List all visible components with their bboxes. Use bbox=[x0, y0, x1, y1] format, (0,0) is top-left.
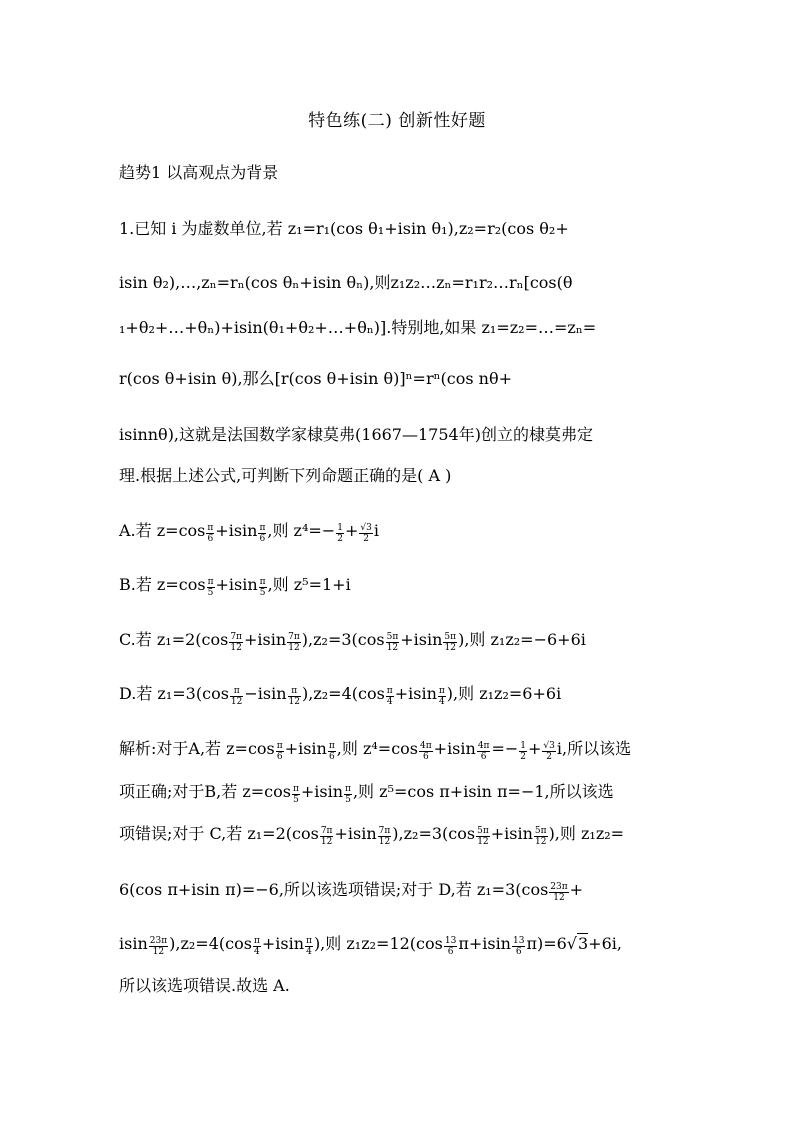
solution-text: 6(cos π+isin π)=−6,所以该选项错误;对于 D,若 z₁=3(cos bbox=[119, 880, 549, 899]
fraction-4pi-over-6 bbox=[477, 741, 491, 762]
option-a-post1: ,则 z⁴=− bbox=[267, 521, 336, 540]
option-c bbox=[119, 629, 679, 653]
numerator: 1 bbox=[520, 740, 527, 751]
numerator: √3 bbox=[543, 740, 555, 751]
solution-text: 项正确;对于B,若 z=cos bbox=[119, 782, 291, 801]
numerator: 23π bbox=[550, 881, 568, 892]
fraction-pi-over-5 bbox=[292, 784, 300, 805]
numerator: 5π bbox=[477, 825, 489, 836]
numerator: 13 bbox=[444, 935, 457, 946]
fraction-7pi-over-12 bbox=[287, 632, 301, 653]
denominator: 12 bbox=[477, 836, 489, 847]
solution-text: 项错误;对于 C,若 z₁=2(cos bbox=[119, 824, 319, 843]
option-a-pre: A.若 z=cos bbox=[119, 521, 206, 540]
denominator: 6 bbox=[447, 946, 454, 957]
numerator: 5π bbox=[444, 631, 457, 642]
numerator: π bbox=[288, 686, 301, 697]
option-a-post3: i bbox=[373, 521, 379, 540]
solution-line-6: 所以该选项错误.故选 A. bbox=[119, 976, 290, 995]
numerator: π bbox=[207, 522, 214, 533]
numerator: 4π bbox=[477, 740, 490, 751]
option-c-pre: C.若 z₁=2(cos bbox=[119, 630, 229, 649]
denominator: 12 bbox=[230, 642, 242, 653]
fraction-23pi-over-12 bbox=[149, 936, 168, 957]
option-d-post2: ),则 z₁z₂=6+6i bbox=[446, 684, 562, 703]
option-c-mid2: +isin bbox=[400, 630, 443, 649]
option-a bbox=[119, 520, 679, 544]
numerator: 13 bbox=[512, 935, 525, 946]
numerator: 7π bbox=[378, 825, 391, 836]
fraction-pi-over-4 bbox=[305, 936, 313, 957]
fraction-sqrt3-over-2 bbox=[359, 523, 372, 544]
numerator: 7π bbox=[230, 631, 242, 642]
numerator: π bbox=[230, 686, 243, 697]
numerator: π bbox=[276, 740, 283, 751]
denominator: 4 bbox=[306, 946, 312, 957]
fraction-5pi-over-12 bbox=[476, 826, 490, 847]
option-b-pre: B.若 z=cos bbox=[119, 575, 206, 594]
fraction-7pi-over-12 bbox=[320, 826, 334, 847]
fraction-pi-over-6 bbox=[328, 741, 336, 762]
numerator: 5π bbox=[386, 631, 399, 642]
option-b-post: ,则 z⁵=1+i bbox=[267, 575, 351, 594]
fraction-1-over-2 bbox=[336, 523, 344, 544]
numerator: π bbox=[292, 783, 299, 794]
solution-text: 解析:对于A,若 z=cos bbox=[119, 739, 275, 758]
solution-text: ),z₂=4(cos bbox=[169, 934, 252, 953]
solution-text: ,则 z⁴=cos bbox=[336, 739, 418, 758]
fraction-pi-over-12 bbox=[288, 686, 301, 707]
denominator: 2 bbox=[337, 533, 343, 544]
denominator: 12 bbox=[378, 836, 391, 847]
denominator: 12 bbox=[320, 836, 333, 847]
solution-text: +isin bbox=[433, 739, 476, 758]
fraction-5pi-over-12 bbox=[443, 632, 457, 653]
solution-text: ,则 z⁵=cos π+isin π=−1,所以该选 bbox=[352, 782, 614, 801]
denominator: 2 bbox=[363, 533, 369, 544]
fraction-4pi-over-6 bbox=[419, 741, 433, 762]
denominator: 6 bbox=[515, 946, 522, 957]
fraction-7pi-over-12 bbox=[378, 826, 392, 847]
solution-text: +isin bbox=[490, 824, 533, 843]
option-d-mid: −isin bbox=[244, 684, 287, 703]
numerator: π bbox=[306, 935, 312, 946]
denominator: 12 bbox=[553, 892, 565, 903]
denominator: 6 bbox=[328, 751, 335, 762]
solution-text: +6i, bbox=[588, 934, 622, 953]
solution-text: +isin bbox=[261, 934, 305, 953]
denominator: 4 bbox=[386, 696, 393, 707]
solution-text: ),z₂=3(cos bbox=[392, 824, 476, 843]
solution-line-3 bbox=[119, 823, 679, 847]
numerator: π bbox=[259, 576, 266, 587]
solution-text: π)=6 bbox=[526, 934, 567, 953]
numerator: π bbox=[253, 935, 260, 946]
numerator: 7π bbox=[320, 825, 333, 836]
denominator: 12 bbox=[386, 642, 399, 653]
option-a-mid: +isin bbox=[215, 521, 258, 540]
option-c-mid: +isin bbox=[243, 630, 287, 649]
solution-text: ),则 z₁z₂= bbox=[548, 824, 625, 843]
problem-line-3: ₁+θ₂+…+θₙ)+isin(θ₁+θ₂+…+θₙ)].特别地,如果 z₁=z₂=…=zₙ= bbox=[119, 318, 597, 337]
denominator: 6 bbox=[422, 751, 429, 762]
option-b bbox=[119, 574, 679, 598]
denominator: 12 bbox=[152, 946, 165, 957]
fraction-5pi-over-12 bbox=[534, 826, 548, 847]
denominator: 2 bbox=[546, 751, 553, 762]
fraction-1-over-2 bbox=[519, 741, 527, 762]
problem-line-1: 1.已知 i 为虚数单位,若 z₁=r₁(cos θ₁+isin θ₁),z₂=r₂(cos θ₂+ bbox=[119, 219, 569, 238]
option-c-post1: ),z₂=3(cos bbox=[301, 630, 385, 649]
fraction-pi-over-4 bbox=[438, 686, 446, 707]
denominator: 5 bbox=[207, 587, 214, 598]
fraction-pi-over-12 bbox=[230, 686, 243, 707]
option-d-post1: ),z₂=4(cos bbox=[301, 684, 385, 703]
fraction-pi-over-5 bbox=[207, 577, 215, 598]
section-heading: 趋势1 以高观点为背景 bbox=[119, 163, 279, 182]
fraction-5pi-over-12 bbox=[386, 632, 400, 653]
solution-text: i,所以该选 bbox=[556, 739, 632, 758]
option-a-post2: + bbox=[344, 521, 359, 540]
problem-line-4: r(cos θ+isin θ),那么[r(cos θ+isin θ)]ⁿ=rⁿ(cos nθ+ bbox=[119, 369, 513, 388]
fraction-13-over-6 bbox=[444, 936, 457, 957]
fraction-7pi-over-12 bbox=[229, 632, 243, 653]
fraction-pi-over-6 bbox=[276, 741, 284, 762]
denominator: 4 bbox=[254, 946, 260, 957]
numerator: π bbox=[345, 783, 351, 794]
solution-text: +isin bbox=[334, 824, 377, 843]
problem-line-5: isinnθ),这就是法国数学家棣莫弗(1667—1754年)创立的棣莫弗定 bbox=[119, 425, 593, 444]
solution-text: ),则 z₁z₂=12(cos bbox=[313, 934, 443, 953]
solution-line-4 bbox=[119, 879, 679, 903]
sqrt-symbol: √ bbox=[566, 934, 577, 953]
fraction-pi-over-5 bbox=[259, 577, 267, 598]
denominator: 12 bbox=[288, 696, 300, 707]
fraction-13-over-6 bbox=[512, 936, 525, 957]
denominator: 5 bbox=[293, 794, 299, 805]
fraction-23pi-over-12 bbox=[549, 882, 568, 903]
fraction-pi-over-4 bbox=[386, 686, 394, 707]
fraction-pi-over-6 bbox=[206, 523, 214, 544]
numerator: 5π bbox=[534, 825, 547, 836]
solution-text: + bbox=[569, 880, 584, 899]
solution-text: + bbox=[528, 739, 542, 758]
fraction-pi-over-5 bbox=[344, 784, 352, 805]
option-c-post2: ),则 z₁z₂=−6+6i bbox=[458, 630, 586, 649]
solution-line-5 bbox=[119, 933, 679, 957]
denominator: 5 bbox=[345, 794, 351, 805]
option-d-mid2: +isin bbox=[394, 684, 437, 703]
numerator: 4π bbox=[420, 740, 432, 751]
option-b-mid: +isin bbox=[215, 575, 258, 594]
solution-text: =− bbox=[491, 739, 519, 758]
fraction-pi-over-4 bbox=[253, 936, 261, 957]
numerator: 1 bbox=[337, 522, 343, 533]
denominator: 5 bbox=[259, 587, 266, 598]
page-title: 特色练(二) 创新性好题 bbox=[308, 111, 486, 131]
denominator: 6 bbox=[276, 751, 283, 762]
numerator: √3 bbox=[360, 522, 372, 533]
numerator: π bbox=[328, 740, 335, 751]
sqrt-radicand: 3 bbox=[577, 934, 589, 953]
option-d-pre: D.若 z₁=3(cos bbox=[119, 684, 229, 703]
numerator: 7π bbox=[288, 631, 300, 642]
option-d bbox=[119, 683, 679, 707]
denominator: 4 bbox=[438, 696, 445, 707]
solution-text: +isin bbox=[300, 782, 344, 801]
denominator: 12 bbox=[444, 642, 456, 653]
solution-text: +isin bbox=[284, 739, 327, 758]
problem-line-6: 理.根据上述公式,可判断下列命题正确的是( A ) bbox=[119, 466, 452, 485]
denominator: 12 bbox=[230, 696, 243, 707]
fraction-pi-over-6 bbox=[258, 523, 266, 544]
denominator: 6 bbox=[480, 751, 487, 762]
denominator: 6 bbox=[207, 533, 214, 544]
numerator: 23π bbox=[149, 935, 168, 946]
numerator: π bbox=[207, 576, 214, 587]
numerator: π bbox=[259, 522, 266, 533]
solution-text: isin bbox=[119, 934, 148, 953]
denominator: 12 bbox=[535, 836, 547, 847]
solution-text: π+isin bbox=[458, 934, 511, 953]
problem-line-2: isin θ₂),…,zₙ=rₙ(cos θₙ+isin θₙ),则z₁z₂…zₙ=r₁r₂…rₙ[cos(θ bbox=[119, 273, 573, 292]
fraction-sqrt3-over-2 bbox=[542, 741, 555, 762]
solution-line-1 bbox=[119, 738, 679, 762]
numerator: π bbox=[386, 685, 393, 696]
denominator: 12 bbox=[288, 642, 300, 653]
solution-line-2 bbox=[119, 781, 679, 805]
denominator: 6 bbox=[259, 533, 266, 544]
denominator: 2 bbox=[520, 751, 527, 762]
numerator: π bbox=[438, 685, 445, 696]
